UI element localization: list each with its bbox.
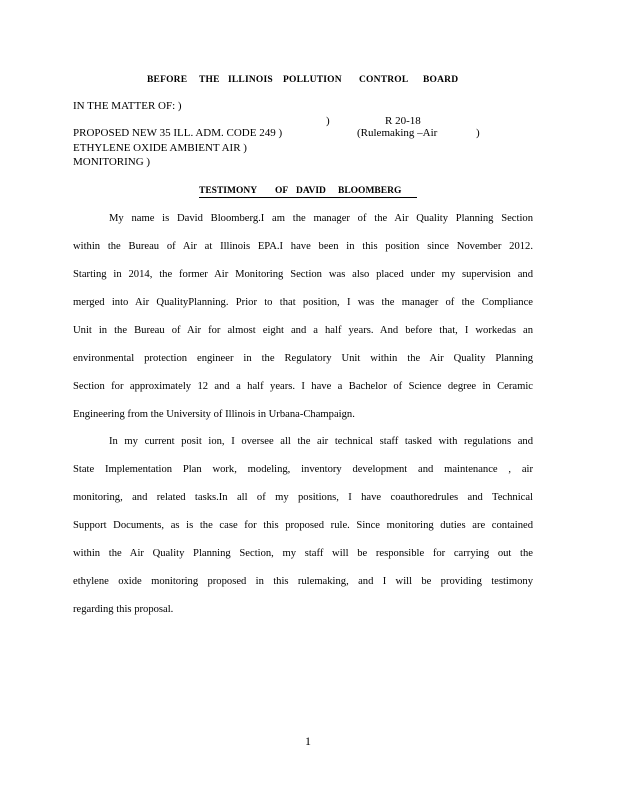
paragraph-line: ethylene oxide monitoring proposed in this rulemaking, and I will be providing testimony bbox=[73, 576, 533, 587]
paragraph-2 bbox=[73, 428, 533, 624]
paragraph-line: Engineering from the University of Illinois in Urbana-Champaign. bbox=[73, 409, 355, 420]
paragraph-line: within the Air Quality Planning Section, my staff will be responsible for carrying out the bbox=[73, 548, 533, 559]
caption-paren: ) bbox=[326, 115, 330, 127]
paragraph-line: regarding this proposal. bbox=[73, 604, 174, 615]
title-testimony: TESTIMONY bbox=[199, 186, 258, 196]
paragraph-line: merged into Air QualityPlanning. Prior to that position, I was the manager of the Compliance bbox=[73, 297, 533, 308]
header-pollution: POLLUTION bbox=[283, 75, 342, 85]
paragraph-line: Section for approximately 12 and a half years. I have a Bachelor of Science degree in Ceramic bbox=[73, 381, 533, 392]
caption-proposed: PROPOSED NEW 35 ILL. ADM. CODE 249 ) bbox=[73, 127, 283, 139]
paragraph-line: within the Bureau of Air at Illinois EPA.I have been in this position since November 2012. bbox=[73, 241, 533, 252]
caption-ethylene-oxide: ETHYLENE OXIDE AMBIENT AIR ) bbox=[73, 142, 247, 154]
paragraph-line: Support Documents, as is the case for this proposed rule. Since monitoring duties are contained bbox=[73, 520, 533, 531]
title-underline bbox=[199, 197, 417, 198]
caption-docket-number: R 20-18 bbox=[385, 115, 421, 127]
header-board: BOARD bbox=[423, 75, 459, 85]
caption-in-the-matter: IN THE MATTER OF: ) bbox=[73, 100, 182, 112]
caption-rulemaking-close: ) bbox=[476, 127, 480, 139]
header-the: THE bbox=[199, 75, 220, 85]
paragraph-line: My name is David Bloomberg.I am the manager of the Air Quality Planning Section bbox=[109, 213, 533, 224]
paragraph-line: environmental protection engineer in the Regulatory Unit within the Air Quality Planning bbox=[73, 353, 533, 364]
paragraph-line: Unit in the Bureau of Air for almost eight and a half years. And before that, I workedas an bbox=[73, 325, 533, 336]
paragraph-1 bbox=[73, 205, 533, 429]
caption-monitoring: MONITORING ) bbox=[73, 156, 151, 168]
paragraph-line: monitoring, and related tasks.In all of my positions, I have coauthoredrules and Technical bbox=[73, 492, 533, 503]
paragraph-line: Starting in 2014, the former Air Monitoring Section was also placed under my supervision and bbox=[73, 269, 533, 280]
paragraph-line: State Implementation Plan work, modeling, inventory development and maintenance , air bbox=[73, 464, 533, 475]
caption-rulemaking: (Rulemaking –Air bbox=[357, 127, 438, 139]
title-of: OF bbox=[275, 186, 289, 196]
header-illinois: ILLINOIS bbox=[228, 75, 273, 85]
paragraph-line: In my current posit ion, I oversee all the air technical staff tasked with regulations and bbox=[109, 436, 533, 447]
title-david: DAVID bbox=[296, 186, 326, 196]
header-control: CONTROL bbox=[359, 75, 409, 85]
page-number: 1 bbox=[305, 734, 311, 748]
title-bloomberg: BLOOMBERG bbox=[338, 186, 402, 196]
header-before: BEFORE bbox=[147, 75, 188, 85]
